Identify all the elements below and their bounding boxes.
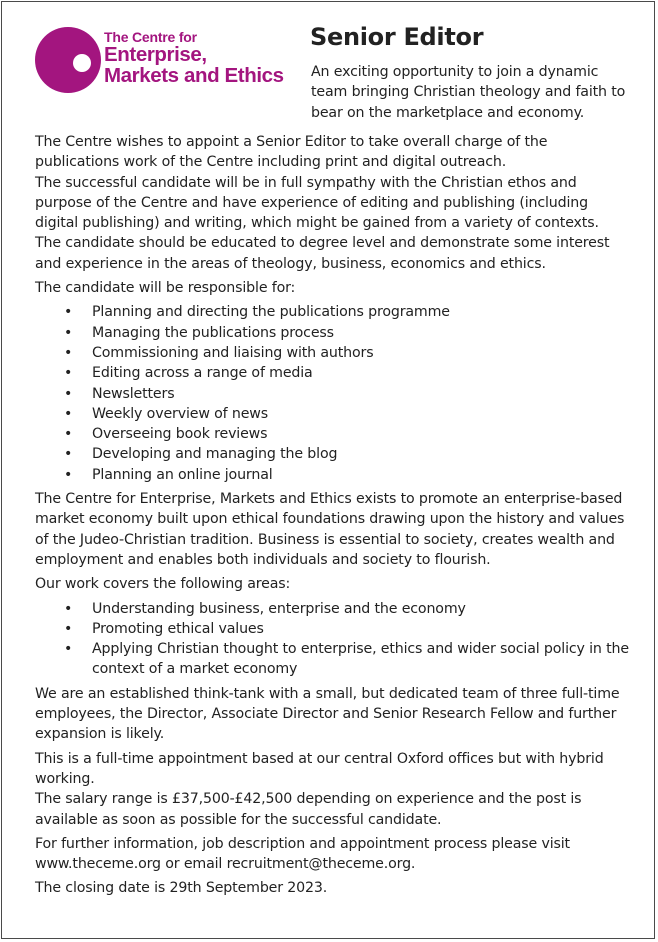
bullet-icon: • (64, 446, 73, 463)
list-item: • Managing the publications process (92, 323, 635, 343)
bullet-icon: • (64, 365, 73, 382)
page-title: Senior Editor (310, 23, 484, 51)
list-item: • Overseeing book reviews (92, 424, 635, 444)
areas-intro: Our work covers the following areas: (35, 576, 291, 593)
list-item: • Weekly overview of news (92, 404, 635, 424)
contact-paragraph: For further information, job description and appointment process please visit www.theceme.org or email recruitment@theceme.org. (35, 835, 570, 873)
advert-body (35, 132, 635, 903)
bullet-icon: • (64, 466, 73, 483)
list-item: • Understanding business, enterprise and the economy (92, 599, 635, 619)
body-paragraph: We are an established think-tank with a small, but dedicated team of three full-time employees, the Director, Associate Director and Senior Research Fellow and further expansion is likely. (35, 685, 620, 743)
body-paragraph: The Centre for Enterprise, Markets and Ethics exists to promote an enterprise-based market economy built upon ethical foundations drawing upon the history and values of the Judeo-Christian tradition. Business is essential to society, creates wealth and employment and enables both individuals and society to flourish. (35, 491, 625, 568)
bullet-icon: • (64, 641, 73, 658)
body-paragraph: This is a full-time appointment based at our central Oxford offices but with hybrid working. The salary range is £37,500-£42,500 depending on experience and the post is available as soon as possible for the successful candidate. (35, 750, 604, 828)
bullet-icon: • (64, 344, 73, 361)
list-item: • Editing across a range of media (92, 363, 635, 383)
list-item: • Developing and managing the blog (92, 444, 635, 464)
logo-line-3: Markets and Ethics (104, 64, 284, 87)
list-item: • Promoting ethical values (92, 619, 635, 639)
logo-line-1: The Centre for (104, 29, 197, 45)
logo-line-2: Enterprise, (104, 43, 207, 66)
bullet-icon: • (64, 385, 73, 402)
advert-frame (1, 1, 655, 939)
list-item: • Commissioning and liaising with authors (92, 343, 635, 363)
responsibilities-intro: The candidate will be responsible for: (35, 280, 296, 297)
bullet-icon: • (64, 620, 73, 637)
list-item: • Newsletters (92, 384, 635, 404)
bullet-icon: • (64, 304, 73, 321)
logo-ring-icon (35, 27, 101, 93)
ceme-logo (30, 25, 294, 97)
body-paragraph: The Centre wishes to appoint a Senior Editor to take overall charge of the publications work of the Centre including print and digital outreach. The successful candidate will be in full sympathy with the Christian ethos and purpose of the Centre and have experience of editing and publishing (including digital publishing) and writing, which might be gained from a variety of contexts. The candidate should be educated to degree level and demonstrate some interest and experience in the areas of theology, business, economics and ethics. (35, 134, 610, 272)
bullet-icon: • (64, 405, 73, 422)
list-item: • Planning and directing the publications programme (92, 302, 635, 322)
intro-text: An exciting opportunity to join a dynamic team bringing Christian theology and faith to bear on the marketplace and economy. (311, 64, 626, 121)
list-item: • Planning an online journal (92, 465, 635, 485)
closing-date: The closing date is 29th September 2023. (35, 880, 328, 897)
bullet-icon: • (64, 324, 73, 341)
areas-list (35, 599, 635, 680)
bullet-icon: • (64, 600, 73, 617)
responsibilities-list (35, 302, 635, 485)
bullet-icon: • (64, 426, 73, 443)
list-item: • Applying Christian thought to enterprise, ethics and wider social policy in the context of a market economy (64, 641, 629, 678)
